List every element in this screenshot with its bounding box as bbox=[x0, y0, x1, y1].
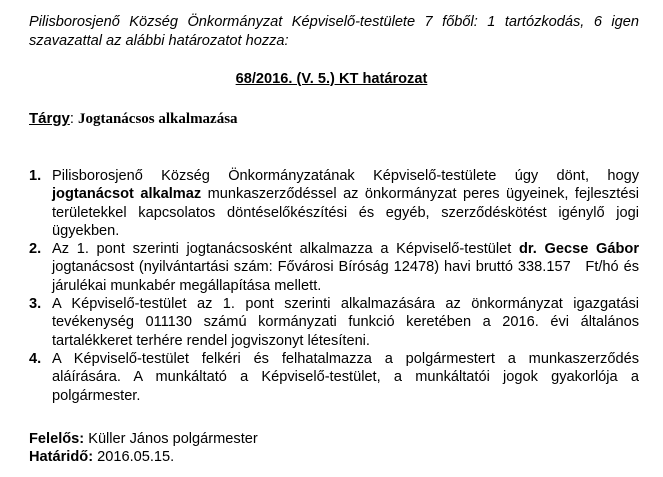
subject-label: Tárgy bbox=[29, 110, 70, 127]
deadline-line bbox=[29, 448, 258, 466]
item-text: jogtanácsost (nyilvántartási szám: Fővárosi Bíróság 12478) havi bruttó 338.157 Ft/hó és járulékai munkabér megállapítása mellett. bbox=[52, 241, 644, 294]
resolution-title: 68/2016. (V. 5.) KT határozat bbox=[235, 71, 428, 87]
resolution-intro: Pilisborosjenő Község Önkormányzat Képviselő-testülete 7 főből: 1 tartózkodás, 6 igen szavazattal az alábbi határozatot hozza: bbox=[29, 14, 639, 49]
resolution-footer bbox=[29, 430, 258, 466]
item-emphasis: dr. Gecse Gábor bbox=[519, 241, 640, 258]
list-item bbox=[29, 350, 639, 405]
item-text: Az 1. pont szerinti jogtanácsosként alkalmazza a Képviselő-testület bbox=[52, 241, 520, 258]
item-number: 2. bbox=[29, 241, 42, 258]
subject-text: Jogtanácsos alkalmazása bbox=[77, 111, 238, 127]
item-text: Pilisborosjenő Község Önkormányzatának Képviselő-testülete úgy dönt, hogy bbox=[52, 168, 639, 184]
list-item bbox=[29, 240, 644, 295]
resolution-items bbox=[29, 167, 644, 405]
deadline-value: 2016.05.15. bbox=[93, 449, 175, 465]
item-emphasis: jogtanácsot alkalmaz bbox=[52, 186, 202, 203]
item-text: munkaszerződéssel az önkormányzat peres ügyeinek, fejlesztési területekkel kapcsolatos döntéselőkészítési és egyéb, szerződéskötést igénylő jogi ügyekben. bbox=[52, 186, 639, 239]
deadline-label: Határidő: bbox=[29, 449, 94, 465]
subject-colon: : bbox=[69, 111, 78, 127]
item-text: A Képviselő-testület az 1. pont szerinti alkalmazására az önkormányzat igazgatási tevékenység 011130 számú kormányzati funkció keretében a 2016. évi általános tartalékkeret terhére rendel jogviszonyt létesíteni. bbox=[52, 296, 639, 349]
responsible-value: Küller János polgármester bbox=[84, 431, 258, 447]
item-number: 3. bbox=[29, 296, 42, 313]
subject-line bbox=[29, 108, 238, 130]
item-number: 4. bbox=[29, 350, 42, 367]
list-item bbox=[29, 167, 639, 240]
responsible-line bbox=[29, 430, 258, 448]
item-text: A Képviselő-testület felkéri és felhatalmazza a polgármestert a munkaszerződés aláírására. A munkáltató a Képviselő-testület, a munkáltatói jogok gyakorlója a polgármester. bbox=[52, 350, 639, 404]
item-number: 1. bbox=[29, 168, 42, 184]
list-item bbox=[29, 295, 639, 350]
responsible-label: Felelős: bbox=[29, 431, 85, 447]
